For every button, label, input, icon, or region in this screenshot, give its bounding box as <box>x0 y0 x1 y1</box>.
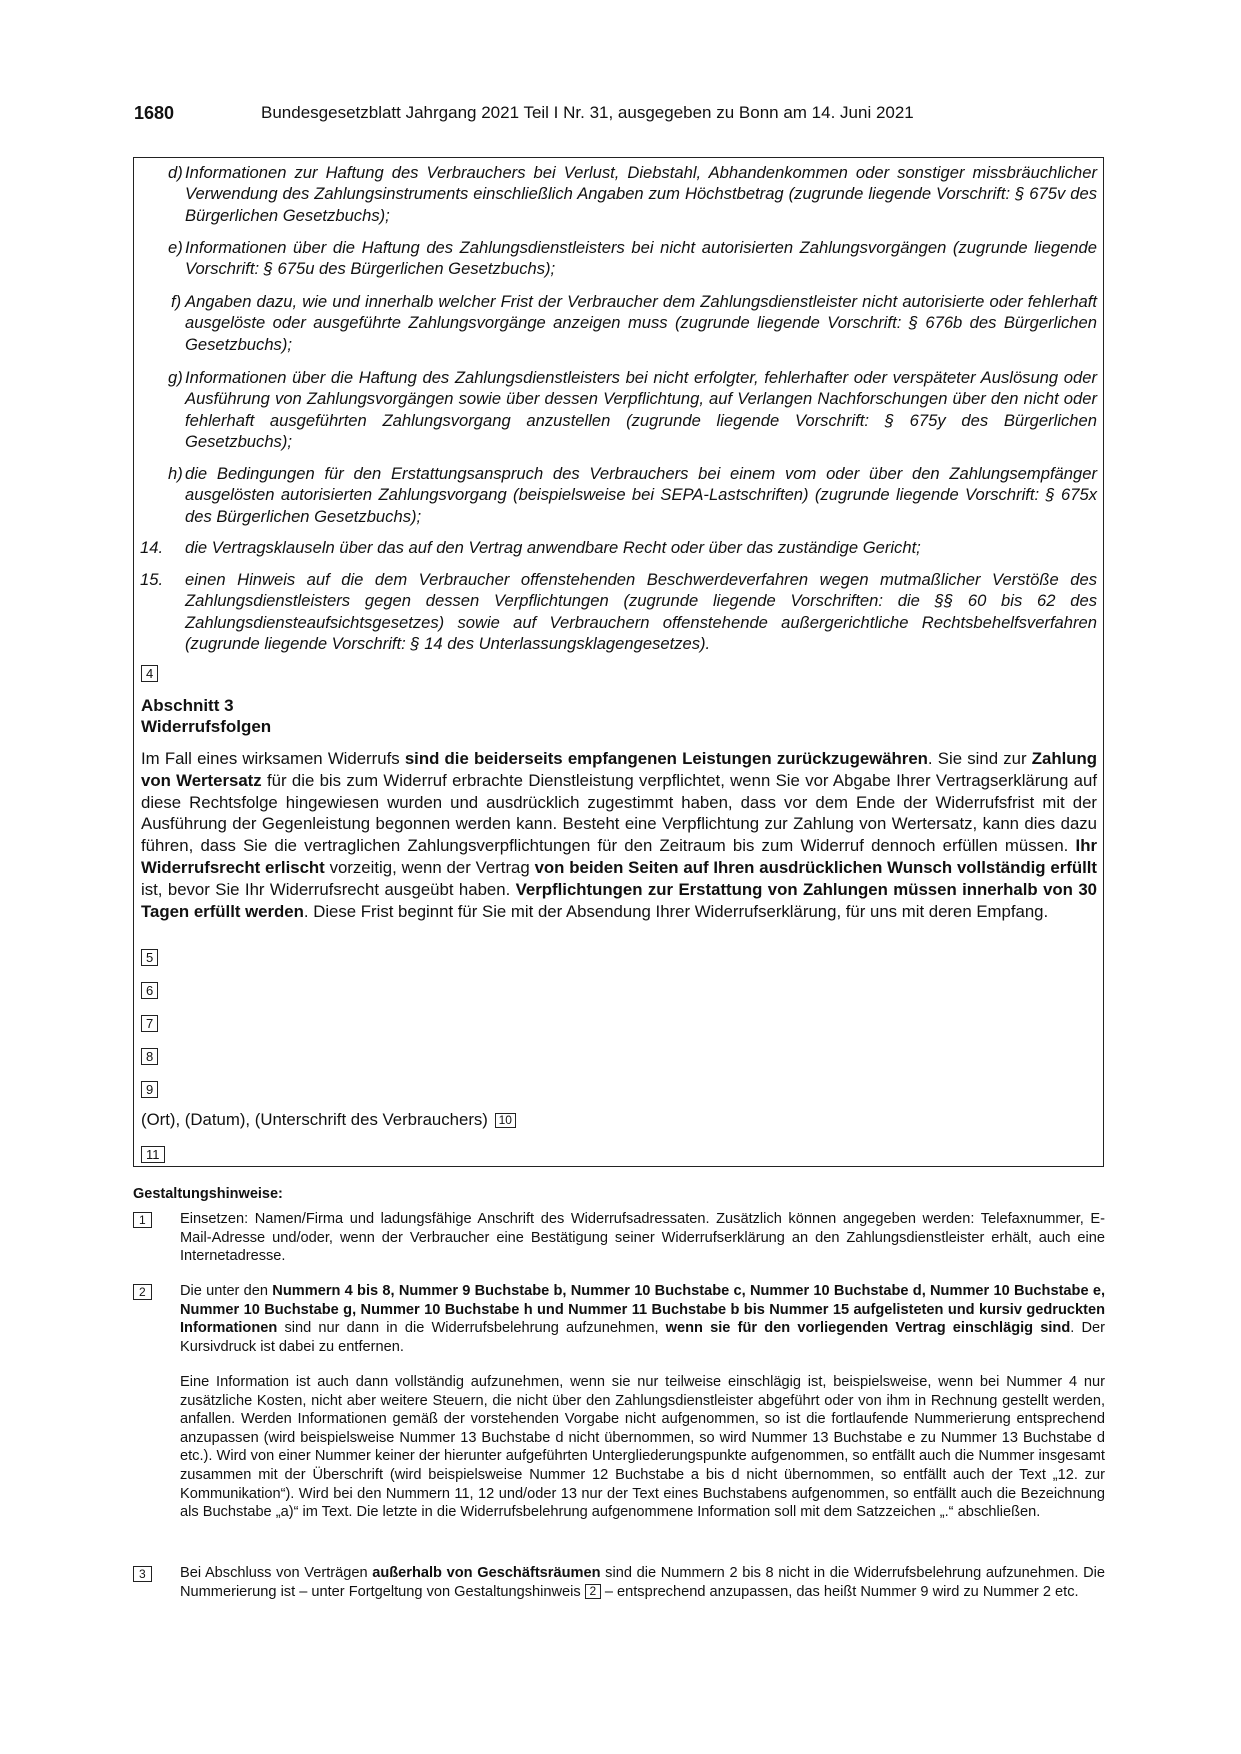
signature-text: (Ort), (Datum), (Unterschrift des Verbrauchers) <box>141 1110 488 1129</box>
placeholder-box-4: 4 <box>141 665 158 682</box>
bold-run: sind die beiderseits empfangenen Leistungen zurückzugewähren <box>404 749 928 768</box>
section-heading <box>141 695 271 737</box>
list-item-e <box>168 237 1097 280</box>
list-item-14 <box>140 537 1097 558</box>
list-item-d <box>168 162 1097 226</box>
note-box-2: 2 <box>133 1284 152 1300</box>
text-run: sind nur dann in die Widerrufsbelehrung aufzunehmen, <box>277 1320 666 1337</box>
item-label: g) <box>168 368 183 387</box>
page-number: 1680 <box>134 103 175 123</box>
item-text: Angaben dazu, wie und innerhalb welcher Frist der Verbraucher dem Zahlungsdienstleister nicht autorisierte oder fehlerhaft ausgelöste oder ausgeführte Zahlungsvorgänge anzeigen muss (zugrunde liegende Vorschrift: § 676b des Bürgerlichen Gesetzbuchs); <box>185 292 1097 354</box>
design-note-2 <box>180 1282 1105 1356</box>
signature-line <box>141 1110 516 1130</box>
bold-run: wenn sie für den vorliegenden Vertrag einschlägig sind <box>665 1320 1071 1337</box>
item-label: 14. <box>140 538 164 557</box>
note-box-3: 3 <box>133 1566 152 1582</box>
item-text: Informationen zur Haftung des Verbrauchers bei Verlust, Diebstahl, Abhandenkommen oder sonstiger missbräuchlicher Verwendung des Zahlungsinstruments einschließlich Angaben zum Höchstbetrag (zugrunde liegende Vorschrift: § 675v des Bürgerlichen Gesetzbuchs); <box>185 163 1097 225</box>
item-label: 15. <box>140 570 164 589</box>
item-text: die Bedingungen für den Erstattungsanspruch des Verbrauchers bei einem vom oder über den Zahlungsempfänger ausgelösten autorisierten Zahlungsvorgang (beispielsweise bei SEPA-Lastschriften) (zugrunde liegende Vorschrift: § 675x des Bürgerlichen Gesetzbuchs); <box>185 464 1097 526</box>
item-text: Informationen über die Haftung des Zahlungsdienstleisters bei nicht autorisierten Zahlungsvorgängen (zugrunde liegende Vorschrift: § 675u des Bürgerlichen Gesetzbuchs); <box>185 238 1097 279</box>
text-run: für die bis zum Widerruf erbrachte Dienstleistung verpflichtet, wenn Sie vor Abgabe Ihrer Vertragserklärung auf diese Rechtsfolge hingewiesen wurden und ausdrücklich zugestimmt haben, dass vor dem Ende der Widerrufsfrist mit der Ausführung der Gegenleistung begonnen werden kann. Besteht eine Verpflichtung zur Zahlung von Wertersatz, kann dies dazu führen, dass Sie die vertraglichen Zahlungsverpflichtungen für den Zeitraum bis zum Widerruf dennoch erfüllen müssen. <box>141 770 1097 856</box>
design-notes-title: Gestaltungshinweise: <box>133 1186 283 1202</box>
item-text: Informationen über die Haftung des Zahlungsdienstleisters bei nicht erfolgter, fehlerhafter oder verspäteter Auslösung oder Ausführung von Zahlungsvorgängen sowie über dessen Verpflichtung, auf Verlangen Nachforschungen über den nicht oder fehlerhaft ausgeführten Zahlungsvorgang anzustellen (zugrunde liegende Vorschrift: § 675y des Bürgerlichen Gesetzbuchs); <box>185 368 1097 452</box>
withdrawal-consequences-paragraph <box>141 748 1097 922</box>
text-run: Im Fall eines wirksamen Widerrufs <box>141 749 405 768</box>
list-item-15 <box>140 569 1097 655</box>
placeholder-box-7: 7 <box>141 1015 158 1032</box>
design-note-3 <box>180 1564 1105 1601</box>
placeholder-box-8: 8 <box>141 1048 158 1065</box>
section-subtitle: Widerrufsfolgen <box>141 717 272 736</box>
placeholder-box-5: 5 <box>141 949 158 966</box>
section-title: Abschnitt 3 <box>141 696 234 715</box>
placeholder-box-6: 6 <box>141 982 158 999</box>
inline-note-box-2: 2 <box>585 1584 601 1599</box>
item-text: die Vertragsklauseln über das auf den Vertrag anwendbare Recht oder über das zuständige Gericht; <box>185 538 921 557</box>
placeholder-box-9: 9 <box>141 1081 158 1098</box>
bold-run: Nummern 4 bis 8, Nummer 9 Buchstabe b, Nummer 10 Buchstabe c, Nummer 10 Buchstabe d, Nummer 10 Buchstabe e, Nummer 10 Buchstabe g, Nummer 10 Buchstabe h und Nummer 11 Buchstabe b bis Nummer 15 aufgelisteten und kursiv gedruckten Informationen <box>180 1283 1106 1337</box>
form-frame <box>133 157 1104 1167</box>
item-label: h) <box>168 464 183 483</box>
item-label: d) <box>168 163 183 182</box>
text-run: . Diese Frist beginnt für Sie mit der Absendung Ihrer Widerrufserklärung, für uns mit deren Empfang. <box>303 901 1049 921</box>
bold-run: Zahlung von Wertersatz <box>141 749 1098 790</box>
bold-run: außerhalb von Geschäftsräumen <box>372 1565 601 1581</box>
design-note-1: Einsetzen: Namen/Firma und ladungsfähige Anschrift des Widerrufsadressaten. Zusätzlich können angegeben werden: Telefaxnummer, E-Mail-Adresse und/oder, wenn der Verbraucher eine Bestätigung seiner Widerrufserklärung an den Zahlungsdienstleister erhält, auch eine Internetadresse. <box>180 1211 1105 1265</box>
text-run: . Der Kursivdruck ist dabei zu entfernen. <box>180 1320 1106 1355</box>
gazette-title: Bundesgesetzblatt Jahrgang 2021 Teil I Nr. 31, ausgegeben zu Bonn am 14. Juni 2021 <box>261 103 914 122</box>
placeholder-box-10: 10 <box>495 1113 516 1128</box>
design-note-2-paragraph: Eine Information ist auch dann vollständig aufzunehmen, wenn sie nur teilweise einschlägig ist, beispielsweise, wenn bei Nummer 4 nur zusätzliche Kosten, nicht aber weitere Steuern, die nicht über den Zahlungsdienstleister abgeführt oder von ihm in Rechnung gestellt werden, anfallen. Werden Informationen gemäß der vorstehenden Vorgabe nicht aufgenommen, so ist die fortlaufende Nummerierung entsprechend anzupassen (wird beispielsweise Nummer 13 Buchstabe d nicht übernommen, so wird Nummer 13 Buchstabe e zu Nummer 13 Buchstabe d etc.). Wird von einer Nummer keiner der hierunter aufgeführten Untergliederungspunkte aufgenommen, so entfällt auch die Nummer insgesamt zusammen mit der Überschrift (wird beispielsweise Nummer 12 Buchstabe a bis d nicht übernommen, so entfällt auch der Text „12. zur Kommunikation“). Wird bei den Nummern 11, 12 und/oder 13 nur der Text eines Buchstabens aufgenommen, so entfällt auch die Bezeichnung als Buchstabe „a)“ im Text. Die letzte in die Widerrufsbelehrung aufgenommene Information soll mit dem Satzzeichen „.“ abschließen. <box>180 1374 1105 1521</box>
bold-run: Verpflichtungen zur Erstattung von Zahlungen müssen innerhalb von 30 Tagen erfüllt werden <box>141 879 1097 921</box>
placeholder-box-11: 11 <box>141 1146 165 1163</box>
item-label: f) <box>171 292 182 311</box>
text-run: Die unter den <box>180 1283 273 1299</box>
item-label: e) <box>168 238 183 257</box>
note-box-1: 1 <box>133 1212 152 1228</box>
text-run: vorzeitig, wenn der Vertrag <box>324 857 535 877</box>
text-run: ist, bevor Sie Ihr Widerrufsrecht ausgeübt haben. <box>141 879 516 899</box>
text-run: sind die Nummern 2 bis 8 nicht in die Widerrufsbelehrung aufzunehmen. Die Nummerierung ist – unter Fortgeltung von Gestaltungshinweis <box>180 1565 1105 1600</box>
item-text: einen Hinweis auf die dem Verbraucher offenstehenden Beschwerdeverfahren wegen mutmaßlicher Verstöße des Zahlungsdienstleisters gegen dessen Verpflichtungen (zugrunde liegende Vorschriften: die §§ 60 bis 62 des Zahlungsdiensteaufsichtsgesetzes) sowie auf Verbrauchern offenstehende außergerichtliche Rechtsbehelfsverfahren (zugrunde liegende Vorschrift: § 14 des Unterlassungsklagengesetzes). <box>185 570 1097 654</box>
text-run: – entsprechend anzupassen, das heißt Nummer 9 wird zu Nummer 2 etc. <box>600 1583 1079 1600</box>
text-run: . Sie sind zur <box>927 749 1032 768</box>
list-item-f <box>171 291 1097 355</box>
text-run: Bei Abschluss von Verträgen <box>180 1565 373 1581</box>
bold-run: von beiden Seiten auf Ihren ausdrücklichen Wunsch vollständig erfüllt <box>534 857 1098 877</box>
list-item-h <box>168 463 1097 527</box>
bold-run: Ihr Widerrufsrecht erlischt <box>141 836 1097 877</box>
list-item-g <box>168 367 1097 453</box>
